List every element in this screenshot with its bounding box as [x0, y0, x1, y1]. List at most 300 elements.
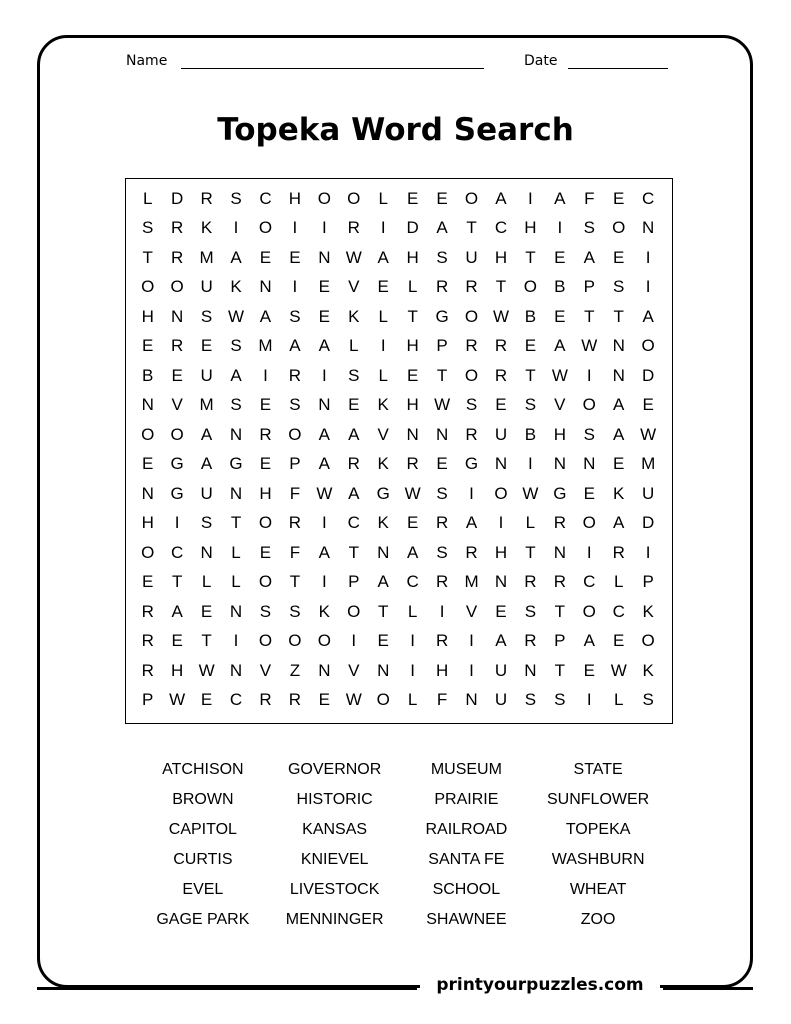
grid-letter[interactable]: N — [494, 454, 508, 474]
grid-letter[interactable]: U — [494, 424, 508, 444]
grid-letter[interactable]: E — [406, 513, 419, 533]
grid-letter[interactable]: C — [612, 601, 625, 621]
grid-letter[interactable]: R — [612, 542, 625, 562]
grid-letter[interactable]: U — [200, 277, 213, 297]
grid-letter[interactable]: S — [289, 601, 301, 621]
grid-letter[interactable]: S — [230, 336, 242, 356]
grid-letter[interactable]: S — [200, 306, 213, 326]
grid-letter[interactable]: S — [348, 365, 360, 385]
grid-letter[interactable]: E — [200, 690, 213, 710]
grid-letter[interactable]: V — [348, 660, 360, 680]
grid-letter[interactable]: T — [407, 306, 418, 326]
grid-letter[interactable]: K — [377, 454, 389, 474]
grid-letter[interactable]: R — [141, 631, 154, 651]
grid-letter[interactable]: U — [200, 365, 213, 385]
grid-letter[interactable]: U — [465, 247, 478, 267]
grid-letter[interactable]: E — [200, 601, 213, 621]
grid-letter[interactable]: G — [376, 483, 390, 503]
grid-letter[interactable]: A — [613, 395, 625, 415]
grid-letter[interactable]: T — [525, 365, 536, 385]
grid-letter[interactable]: A — [583, 631, 595, 651]
grid-letter[interactable]: H — [141, 513, 154, 533]
grid-letter[interactable]: P — [289, 454, 301, 474]
grid-letter[interactable]: S — [524, 601, 537, 621]
grid-letter[interactable]: P — [436, 336, 448, 356]
grid-letter[interactable]: M — [641, 454, 656, 474]
grid-letter[interactable]: A — [289, 336, 301, 356]
grid-letter[interactable]: V — [554, 395, 566, 415]
grid-letter[interactable]: G — [553, 483, 567, 503]
grid-letter[interactable]: S — [436, 247, 448, 267]
grid-letter[interactable]: M — [199, 247, 214, 267]
grid-letter[interactable]: E — [495, 601, 507, 621]
grid-letter[interactable]: N — [200, 542, 213, 562]
grid-letter[interactable]: C — [494, 218, 508, 238]
grid-letter[interactable]: T — [230, 513, 242, 533]
grid-letter[interactable]: I — [321, 513, 327, 533]
grid-letter[interactable]: E — [142, 572, 154, 592]
grid-letter[interactable]: R — [465, 277, 478, 297]
grid-letter[interactable]: I — [351, 631, 357, 651]
grid-letter[interactable]: I — [380, 336, 386, 356]
grid-letter[interactable]: V — [348, 277, 360, 297]
grid-letter[interactable]: L — [407, 601, 418, 621]
grid-letter[interactable]: V — [465, 601, 478, 621]
grid-letter[interactable]: O — [258, 572, 273, 592]
grid-letter[interactable]: R — [553, 572, 566, 592]
grid-letter[interactable]: E — [495, 395, 507, 415]
grid-letter[interactable]: O — [258, 631, 273, 651]
grid-letter[interactable]: E — [436, 188, 448, 208]
grid-letter[interactable]: C — [229, 690, 243, 710]
grid-letter[interactable]: G — [170, 483, 184, 503]
grid-letter[interactable]: T — [584, 306, 595, 326]
grid-letter[interactable]: E — [524, 336, 537, 356]
grid-letter[interactable]: H — [553, 424, 566, 444]
grid-letter[interactable]: N — [377, 660, 390, 680]
grid-letter[interactable]: L — [142, 188, 153, 208]
grid-letter[interactable]: R — [494, 336, 508, 356]
grid-letter[interactable]: C — [583, 572, 596, 592]
grid-letter[interactable]: S — [583, 424, 595, 444]
grid-letter[interactable]: L — [378, 365, 388, 385]
grid-letter[interactable]: O — [141, 424, 155, 444]
grid-letter[interactable]: T — [613, 306, 624, 326]
grid-letter[interactable]: I — [292, 218, 298, 238]
grid-letter[interactable]: O — [170, 277, 184, 297]
grid-letter[interactable]: K — [642, 601, 654, 621]
grid-letter[interactable]: E — [642, 395, 654, 415]
grid-letter[interactable]: I — [292, 277, 298, 297]
grid-letter[interactable]: E — [171, 365, 183, 385]
grid-letter[interactable]: N — [318, 247, 331, 267]
grid-letter[interactable]: S — [436, 483, 448, 503]
grid-letter[interactable]: K — [200, 218, 213, 238]
grid-letter[interactable]: L — [201, 572, 212, 592]
grid-letter[interactable]: O — [376, 690, 390, 710]
grid-letter[interactable]: V — [171, 395, 183, 415]
grid-letter[interactable]: O — [141, 277, 155, 297]
grid-letter[interactable]: A — [230, 365, 242, 385]
grid-letter[interactable]: I — [321, 218, 327, 238]
grid-letter[interactable]: A — [259, 306, 272, 326]
grid-letter[interactable]: R — [465, 424, 478, 444]
grid-letter[interactable]: W — [640, 424, 657, 444]
grid-letter[interactable]: R — [288, 365, 302, 385]
grid-letter[interactable]: N — [553, 542, 566, 562]
grid-letter[interactable]: A — [613, 424, 625, 444]
grid-letter[interactable]: W — [492, 306, 509, 326]
grid-letter[interactable]: V — [259, 660, 272, 680]
grid-letter[interactable]: O — [582, 601, 596, 621]
grid-letter[interactable]: H — [494, 542, 508, 562]
grid-letter[interactable]: N — [141, 483, 154, 503]
grid-letter[interactable]: I — [586, 542, 592, 562]
grid-letter[interactable]: R — [141, 601, 154, 621]
grid-letter[interactable]: W — [551, 365, 568, 385]
grid-letter[interactable]: A — [348, 424, 360, 444]
grid-letter[interactable]: I — [528, 188, 533, 208]
grid-letter[interactable]: P — [142, 690, 154, 710]
grid-letter[interactable]: A — [230, 247, 242, 267]
grid-letter[interactable]: T — [348, 542, 359, 562]
grid-letter[interactable]: E — [406, 365, 419, 385]
grid-letter[interactable]: N — [465, 690, 478, 710]
grid-letter[interactable]: H — [524, 218, 537, 238]
grid-letter[interactable]: N — [171, 306, 184, 326]
grid-letter[interactable]: G — [435, 306, 449, 326]
grid-letter[interactable]: R — [288, 690, 302, 710]
grid-letter[interactable]: O — [170, 424, 184, 444]
grid-letter[interactable]: E — [142, 454, 154, 474]
grid-letter[interactable]: A — [554, 336, 566, 356]
grid-letter[interactable]: H — [406, 247, 419, 267]
grid-letter[interactable]: E — [171, 631, 183, 651]
grid-letter[interactable]: A — [318, 336, 331, 356]
grid-letter[interactable]: E — [259, 454, 272, 474]
grid-letter[interactable]: A — [318, 542, 331, 562]
grid-letter[interactable]: E — [613, 454, 625, 474]
grid-letter[interactable]: K — [377, 513, 389, 533]
grid-letter[interactable]: O — [258, 513, 273, 533]
grid-letter[interactable]: S — [583, 218, 595, 238]
grid-letter[interactable]: C — [406, 572, 419, 592]
grid-letter[interactable]: R — [141, 660, 154, 680]
grid-letter[interactable]: M — [258, 336, 273, 356]
grid-letter[interactable]: A — [613, 513, 625, 533]
grid-letter[interactable]: N — [377, 542, 390, 562]
grid-letter[interactable]: E — [259, 395, 272, 415]
grid-letter[interactable]: I — [469, 631, 474, 651]
grid-letter[interactable]: E — [406, 188, 419, 208]
grid-letter[interactable]: A — [436, 218, 448, 238]
grid-letter[interactable]: S — [230, 395, 242, 415]
grid-letter[interactable]: O — [582, 395, 596, 415]
grid-letter[interactable]: A — [377, 572, 389, 592]
grid-letter[interactable]: O — [641, 336, 655, 356]
grid-letter[interactable]: E — [377, 631, 389, 651]
grid-letter[interactable]: H — [171, 660, 184, 680]
grid-letter[interactable]: S — [524, 395, 537, 415]
grid-letter[interactable]: I — [233, 631, 239, 651]
grid-letter[interactable]: R — [347, 454, 360, 474]
grid-letter[interactable]: E — [613, 247, 625, 267]
grid-letter[interactable]: W — [581, 336, 598, 356]
grid-letter[interactable]: O — [258, 218, 273, 238]
grid-letter[interactable]: Z — [289, 660, 301, 680]
grid-letter[interactable]: A — [377, 247, 389, 267]
grid-letter[interactable]: N — [141, 395, 154, 415]
grid-letter[interactable]: D — [642, 365, 655, 385]
name-field[interactable] — [181, 68, 484, 69]
grid-letter[interactable]: T — [289, 572, 301, 592]
grid-letter[interactable]: I — [174, 513, 180, 533]
grid-letter[interactable]: T — [525, 247, 536, 267]
grid-letter[interactable]: T — [525, 542, 536, 562]
grid-letter[interactable]: H — [288, 188, 302, 208]
grid-letter[interactable]: W — [434, 395, 451, 415]
grid-letter[interactable]: O — [523, 277, 538, 297]
grid-letter[interactable]: R — [524, 631, 537, 651]
grid-letter[interactable]: H — [259, 483, 272, 503]
grid-letter[interactable]: B — [554, 277, 566, 297]
grid-letter[interactable]: P — [554, 631, 566, 651]
grid-letter[interactable]: F — [436, 690, 448, 710]
grid-letter[interactable]: I — [645, 542, 651, 562]
grid-letter[interactable]: S — [289, 395, 301, 415]
grid-letter[interactable]: O — [141, 542, 155, 562]
grid-letter[interactable]: A — [406, 542, 419, 562]
grid-letter[interactable]: O — [464, 365, 479, 385]
grid-letter[interactable]: S — [554, 690, 566, 710]
grid-letter[interactable]: R — [494, 365, 508, 385]
grid-letter[interactable]: S — [200, 513, 213, 533]
grid-letter[interactable]: L — [407, 277, 418, 297]
grid-letter[interactable]: N — [229, 483, 243, 503]
grid-letter[interactable]: N — [583, 454, 596, 474]
grid-letter[interactable]: H — [494, 247, 508, 267]
grid-letter[interactable]: R — [435, 572, 449, 592]
grid-letter[interactable]: W — [522, 483, 539, 503]
grid-letter[interactable]: I — [528, 454, 533, 474]
grid-letter[interactable]: D — [406, 218, 419, 238]
grid-letter[interactable]: H — [406, 336, 419, 356]
grid-letter[interactable]: K — [377, 395, 389, 415]
grid-letter[interactable]: I — [586, 690, 592, 710]
grid-letter[interactable]: L — [378, 188, 388, 208]
grid-letter[interactable]: I — [469, 483, 474, 503]
grid-letter[interactable]: L — [378, 306, 388, 326]
grid-letter[interactable]: E — [377, 277, 389, 297]
grid-letter[interactable]: B — [524, 306, 537, 326]
grid-letter[interactable]: P — [642, 572, 654, 592]
grid-letter[interactable]: K — [348, 306, 360, 326]
grid-letter[interactable]: U — [494, 690, 508, 710]
grid-letter[interactable]: I — [586, 365, 592, 385]
grid-letter[interactable]: P — [348, 572, 360, 592]
grid-letter[interactable]: T — [171, 572, 183, 592]
grid-letter[interactable]: E — [583, 483, 595, 503]
grid-letter[interactable]: U — [494, 660, 508, 680]
grid-letter[interactable]: S — [436, 542, 448, 562]
grid-letter[interactable]: L — [613, 572, 624, 592]
grid-letter[interactable]: C — [642, 188, 655, 208]
grid-letter[interactable]: M — [199, 395, 214, 415]
grid-letter[interactable]: D — [642, 513, 655, 533]
grid-letter[interactable]: L — [613, 690, 624, 710]
grid-letter[interactable]: I — [469, 660, 474, 680]
grid-letter[interactable]: P — [583, 277, 595, 297]
grid-letter[interactable]: O — [347, 188, 361, 208]
grid-letter[interactable]: R — [171, 336, 184, 356]
grid-letter[interactable]: H — [406, 395, 419, 415]
grid-letter[interactable]: S — [289, 306, 301, 326]
grid-letter[interactable]: S — [230, 188, 242, 208]
grid-letter[interactable]: H — [435, 660, 449, 680]
grid-letter[interactable]: W — [316, 483, 333, 503]
grid-letter[interactable]: E — [583, 660, 595, 680]
grid-letter[interactable]: A — [554, 188, 566, 208]
grid-letter[interactable]: C — [259, 188, 272, 208]
grid-letter[interactable]: I — [557, 218, 563, 238]
grid-letter[interactable]: O — [317, 188, 331, 208]
grid-letter[interactable]: D — [171, 188, 184, 208]
grid-letter[interactable]: A — [583, 247, 595, 267]
grid-letter[interactable]: N — [494, 572, 508, 592]
grid-letter[interactable]: N — [229, 424, 243, 444]
grid-letter[interactable]: A — [318, 424, 331, 444]
grid-letter[interactable]: I — [439, 601, 445, 621]
grid-letter[interactable]: O — [317, 631, 331, 651]
grid-letter[interactable]: L — [525, 513, 536, 533]
grid-letter[interactable]: K — [613, 483, 625, 503]
grid-letter[interactable]: G — [170, 454, 184, 474]
grid-letter[interactable]: E — [613, 631, 625, 651]
grid-letter[interactable]: N — [553, 454, 566, 474]
grid-letter[interactable]: F — [584, 188, 595, 208]
grid-letter[interactable]: O — [288, 424, 302, 444]
grid-letter[interactable]: I — [645, 247, 651, 267]
grid-letter[interactable]: L — [407, 690, 418, 710]
grid-letter[interactable]: R — [524, 572, 537, 592]
grid-letter[interactable]: I — [410, 660, 416, 680]
grid-letter[interactable]: E — [554, 247, 566, 267]
grid-letter[interactable]: R — [435, 277, 449, 297]
grid-letter[interactable]: B — [142, 365, 154, 385]
grid-letter[interactable]: V — [377, 424, 389, 444]
grid-letter[interactable]: T — [378, 601, 389, 621]
grid-letter[interactable]: A — [348, 483, 360, 503]
grid-letter[interactable]: N — [406, 424, 419, 444]
grid-letter[interactable]: E — [554, 306, 566, 326]
grid-letter[interactable]: R — [553, 513, 566, 533]
grid-letter[interactable]: T — [554, 660, 566, 680]
grid-letter[interactable]: N — [229, 660, 243, 680]
grid-letter[interactable]: R — [435, 513, 449, 533]
grid-letter[interactable]: A — [495, 188, 507, 208]
grid-letter[interactable]: E — [142, 336, 154, 356]
grid-letter[interactable]: T — [142, 247, 153, 267]
grid-letter[interactable]: H — [141, 306, 154, 326]
grid-letter[interactable]: O — [288, 631, 302, 651]
grid-letter[interactable]: E — [613, 188, 625, 208]
grid-letter[interactable]: O — [464, 306, 479, 326]
grid-letter[interactable]: O — [612, 218, 626, 238]
grid-letter[interactable]: W — [345, 690, 362, 710]
grid-letter[interactable]: O — [641, 631, 655, 651]
grid-letter[interactable]: E — [318, 277, 331, 297]
grid-letter[interactable]: N — [612, 336, 625, 356]
grid-letter[interactable]: R — [171, 218, 184, 238]
grid-letter[interactable]: S — [465, 395, 478, 415]
grid-letter[interactable]: W — [198, 660, 215, 680]
grid-letter[interactable]: N — [642, 218, 655, 238]
grid-letter[interactable]: M — [464, 572, 479, 592]
grid-letter[interactable]: C — [347, 513, 360, 533]
grid-letter[interactable]: C — [171, 542, 184, 562]
grid-letter[interactable]: N — [259, 277, 272, 297]
grid-letter[interactable]: R — [200, 188, 213, 208]
grid-letter[interactable]: F — [289, 542, 301, 562]
grid-letter[interactable]: G — [464, 454, 479, 474]
grid-letter[interactable]: I — [321, 365, 327, 385]
grid-letter[interactable]: R — [259, 424, 272, 444]
grid-letter[interactable]: S — [524, 690, 537, 710]
grid-letter[interactable]: T — [436, 365, 448, 385]
grid-letter[interactable]: A — [318, 454, 331, 474]
grid-letter[interactable]: A — [495, 631, 507, 651]
grid-letter[interactable]: T — [201, 631, 212, 651]
grid-letter[interactable]: N — [229, 601, 243, 621]
grid-letter[interactable]: U — [200, 483, 213, 503]
grid-letter[interactable]: R — [465, 336, 478, 356]
grid-letter[interactable]: I — [263, 365, 268, 385]
grid-letter[interactable]: O — [582, 513, 596, 533]
grid-letter[interactable]: T — [554, 601, 566, 621]
grid-letter[interactable]: K — [230, 277, 242, 297]
grid-letter[interactable]: N — [612, 365, 625, 385]
grid-letter[interactable]: R — [406, 454, 419, 474]
grid-letter[interactable]: I — [498, 513, 504, 533]
grid-letter[interactable]: N — [524, 660, 537, 680]
grid-letter[interactable]: W — [169, 690, 186, 710]
grid-letter[interactable]: T — [466, 218, 477, 238]
grid-letter[interactable]: W — [610, 660, 627, 680]
grid-letter[interactable]: E — [348, 395, 360, 415]
grid-letter[interactable]: R — [288, 513, 302, 533]
grid-letter[interactable]: I — [380, 218, 386, 238]
grid-letter[interactable]: G — [229, 454, 243, 474]
grid-letter[interactable]: I — [233, 218, 239, 238]
grid-letter[interactable]: A — [642, 306, 654, 326]
grid-letter[interactable]: O — [464, 188, 479, 208]
grid-letter[interactable]: S — [259, 601, 272, 621]
grid-letter[interactable]: L — [349, 336, 359, 356]
grid-letter[interactable]: N — [318, 660, 331, 680]
grid-letter[interactable]: B — [524, 424, 537, 444]
grid-letter[interactable]: U — [642, 483, 655, 503]
grid-letter[interactable]: S — [642, 690, 654, 710]
grid-letter[interactable]: W — [404, 483, 421, 503]
grid-letter[interactable]: N — [318, 395, 331, 415]
grid-letter[interactable]: R — [435, 631, 449, 651]
grid-letter[interactable]: W — [228, 306, 245, 326]
date-field[interactable] — [568, 68, 668, 69]
grid-letter[interactable]: E — [436, 454, 448, 474]
grid-letter[interactable]: R — [347, 218, 360, 238]
grid-letter[interactable]: I — [321, 572, 327, 592]
grid-letter[interactable]: F — [289, 483, 301, 503]
